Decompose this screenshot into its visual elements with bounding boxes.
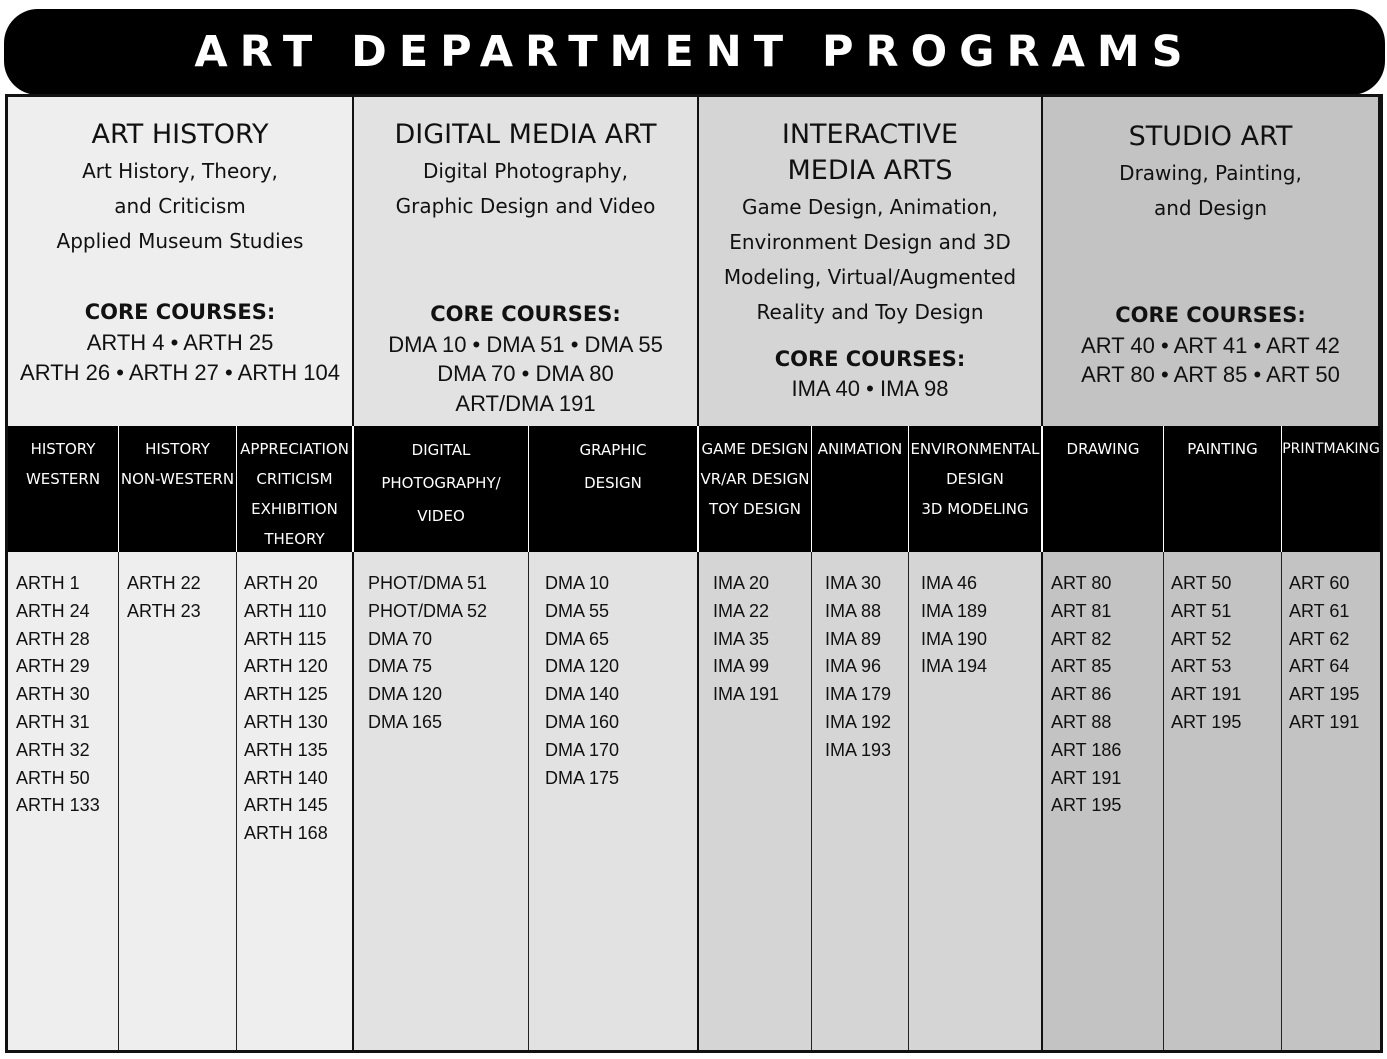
program-subtitle-line: Art History, Theory, (82, 159, 278, 183)
list-item: ARTH 23 (127, 600, 201, 621)
track-header-painting: PAINTING (1164, 426, 1282, 552)
program-subtitle-line: Drawing, Painting, (1119, 161, 1302, 185)
program-name: INTERACTIVE (781, 119, 959, 150)
course-list-animation (812, 552, 909, 1050)
program-name: MEDIA ARTS (787, 155, 953, 186)
program-interactive-media-arts (699, 97, 1043, 426)
course-list-history-non-western (119, 552, 237, 1050)
list-item: ARTH 115 (244, 628, 327, 649)
list-item: IMA 193 (825, 739, 892, 760)
core-courses-line: IMA 40 • IMA 98 (791, 376, 949, 401)
list-item: ART 53 (1171, 656, 1232, 677)
track-header-drawing: DRAWING (1043, 426, 1164, 552)
program-digital-media-art (354, 97, 699, 426)
program-studio-art (1043, 97, 1380, 426)
list-item: DMA 70 (368, 628, 433, 649)
list-item: IMA 99 (713, 656, 770, 677)
list-item: ART 81 (1051, 600, 1112, 621)
track-header-printmaking: PRINTMAKING (1282, 441, 1380, 457)
list-item: DMA 75 (368, 656, 433, 677)
list-item: DMA 165 (368, 711, 443, 732)
list-item: DMA 175 (545, 767, 620, 788)
track-header-game-design: GAME DESIGN VR/AR DESIGN TOY DESIGN (699, 426, 812, 552)
core-courses-line: ART 80 • ART 85 • ART 50 (1081, 362, 1340, 387)
course-list-printmaking (1282, 552, 1380, 1050)
list-item: PHOT/DMA 51 (368, 573, 488, 593)
core-courses-line: ARTH 4 • ARTH 25 (86, 330, 274, 355)
program-subtitle-line: and Criticism (114, 194, 246, 218)
list-item: IMA 192 (825, 711, 892, 732)
program-subtitle-line: Applied Museum Studies (56, 229, 304, 253)
core-courses-line: DMA 70 • DMA 80 (437, 361, 614, 386)
list-item: ARTH 31 (16, 711, 90, 732)
program-name: ART HISTORY (91, 119, 269, 150)
list-item: ART 86 (1051, 684, 1112, 705)
track-header-graphic-design: GRAPHIC DESIGN (529, 426, 699, 552)
core-courses-label: CORE COURSES: (430, 302, 621, 326)
list-item: ART 191 (1051, 767, 1122, 788)
list-item: ARTH 32 (16, 739, 90, 760)
list-item: IMA 191 (713, 684, 780, 705)
list-item: ARTH 130 (244, 711, 328, 732)
programs-table (5, 94, 1383, 1053)
page-title: ART DEPARTMENT PROGRAMS (4, 9, 1385, 95)
list-item: ARTH 125 (244, 684, 328, 705)
list-item: ARTH 135 (244, 739, 328, 760)
list-item: ARTH 24 (16, 600, 90, 621)
program-subtitle-line: Environment Design and 3D (729, 230, 1011, 254)
core-courses-line: DMA 10 • DMA 51 • DMA 55 (388, 332, 663, 357)
track-header-environmental-design: ENVIRONMENTAL DESIGN 3D MODELING (909, 426, 1043, 552)
track-header-history-western: HISTORY WESTERN (8, 426, 119, 552)
list-item: ARTH 145 (244, 795, 328, 816)
core-courses-line: ARTH 26 • ARTH 27 • ARTH 104 (20, 360, 340, 385)
list-item: IMA 189 (921, 600, 988, 621)
list-item: DMA 160 (545, 711, 620, 732)
list-item: ARTH 133 (16, 795, 100, 816)
course-list-game-design (699, 552, 812, 1050)
list-item: ART 82 (1051, 628, 1112, 649)
list-item: ARTH 28 (16, 628, 90, 649)
program-art-history (8, 97, 354, 426)
list-item: ARTH 20 (244, 573, 318, 593)
list-item: ART 191 (1171, 684, 1242, 705)
list-item: DMA 120 (368, 684, 443, 705)
list-item: DMA 55 (545, 600, 610, 621)
list-item: IMA 88 (825, 600, 882, 621)
list-item: IMA 35 (713, 628, 770, 649)
list-item: DMA 170 (545, 739, 620, 760)
track-header-appreciation: APPRECIATION CRITICISM EXHIBITION THEORY (237, 426, 354, 552)
list-item: ART 52 (1171, 628, 1232, 649)
list-item: IMA 22 (713, 600, 770, 621)
track-header-animation: ANIMATION (812, 426, 909, 552)
list-item: ART 64 (1289, 656, 1350, 677)
list-item: IMA 20 (713, 573, 770, 593)
list-item: IMA 96 (825, 656, 882, 677)
list-item: IMA 30 (825, 573, 882, 593)
list-item: DMA 10 (545, 573, 610, 593)
list-item: ART 85 (1051, 656, 1112, 677)
core-courses-label: CORE COURSES: (1115, 303, 1306, 327)
list-item: ARTH 1 (16, 573, 80, 593)
course-list-digital-photography (354, 552, 529, 1050)
program-subtitle-line: Digital Photography, (422, 159, 628, 183)
course-list-drawing (1043, 552, 1164, 1050)
list-item: ARTH 29 (16, 656, 90, 677)
course-list-graphic-design (529, 552, 699, 1050)
core-courses-line: ART/DMA 191 (455, 391, 596, 416)
list-item: ART 195 (1171, 711, 1242, 732)
list-item: ARTH 22 (127, 573, 201, 593)
program-subtitle-line: Graphic Design and Video (395, 194, 656, 218)
core-courses-label: CORE COURSES: (774, 347, 966, 371)
track-header-history-non-western: HISTORY NON-WESTERN (119, 426, 237, 552)
course-list-history-western (8, 552, 119, 1050)
list-item: ARTH 110 (244, 600, 327, 621)
list-item: IMA 194 (921, 656, 988, 677)
list-item: DMA 65 (545, 628, 610, 649)
list-item: IMA 179 (825, 684, 892, 705)
program-subtitle-line: and Design (1153, 196, 1268, 220)
track-header-digital-photography: DIGITAL PHOTOGRAPHY/ VIDEO (354, 426, 529, 552)
list-item: IMA 190 (921, 628, 988, 649)
list-item: ART 50 (1171, 573, 1232, 593)
list-item: ARTH 168 (244, 823, 328, 844)
list-item: ART 80 (1051, 573, 1112, 593)
list-item: ARTH 30 (16, 684, 90, 705)
list-item: ART 60 (1289, 573, 1350, 593)
list-item: DMA 140 (545, 684, 620, 705)
list-item: ARTH 50 (16, 767, 90, 788)
program-subtitle-line: Reality and Toy Design (756, 300, 984, 324)
list-item: ART 186 (1051, 739, 1122, 760)
list-item: ART 51 (1171, 600, 1232, 621)
list-item: IMA 46 (921, 573, 978, 593)
program-name: STUDIO ART (1128, 121, 1293, 152)
list-item: ART 62 (1289, 628, 1350, 649)
course-list-environmental-design (909, 552, 1043, 1050)
list-item: ART 61 (1289, 600, 1350, 621)
course-list-appreciation (237, 552, 354, 1050)
program-name: DIGITAL MEDIA ART (394, 119, 657, 150)
list-item: PHOT/DMA 52 (368, 600, 488, 621)
course-list-painting (1164, 552, 1282, 1050)
list-item: ART 195 (1289, 684, 1360, 705)
list-item: ART 195 (1051, 795, 1122, 816)
core-courses-label: CORE COURSES: (84, 300, 276, 324)
list-item: IMA 89 (825, 628, 882, 649)
list-item: ARTH 120 (244, 656, 328, 677)
list-item: ARTH 140 (244, 767, 328, 788)
core-courses-line: ART 40 • ART 41 • ART 42 (1081, 333, 1340, 358)
list-item: ART 191 (1289, 711, 1360, 732)
list-item: DMA 120 (545, 656, 620, 677)
program-subtitle-line: Modeling, Virtual/Augmented (723, 265, 1017, 289)
list-item: ART 88 (1051, 711, 1112, 732)
program-subtitle-line: Game Design, Animation, (742, 195, 998, 219)
